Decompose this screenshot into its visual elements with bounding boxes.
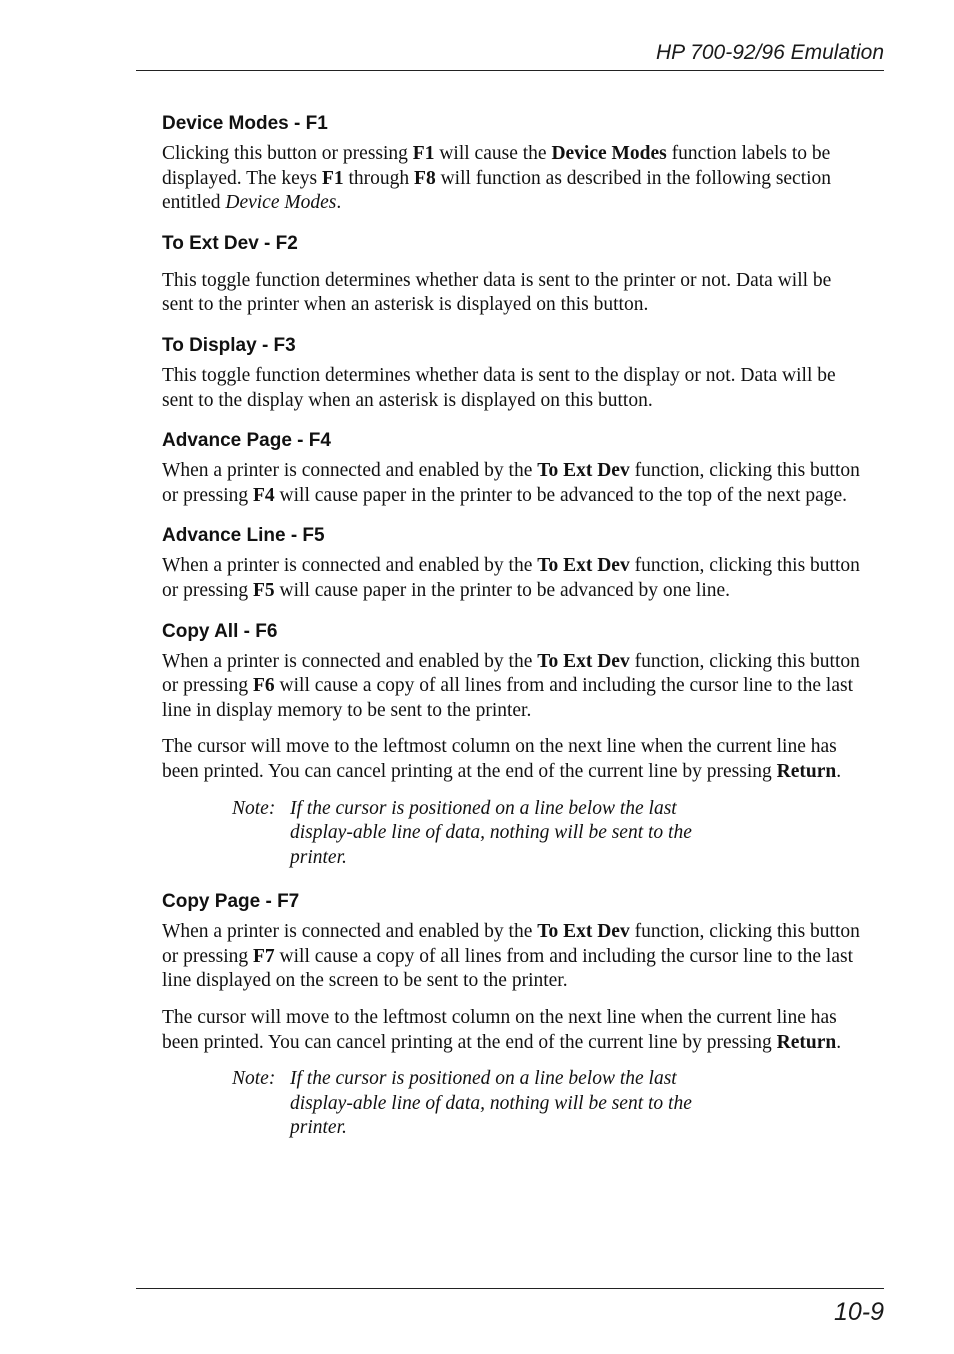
bold-term: Return bbox=[776, 1031, 837, 1053]
text-run: function, clicking this button or pressing bbox=[162, 650, 860, 697]
bold-term: F8 bbox=[414, 167, 436, 189]
text-run: function labels to be displayed. The keys bbox=[162, 143, 831, 189]
body-paragraph bbox=[162, 735, 867, 784]
section-heading: Copy Page - F7 bbox=[162, 891, 300, 913]
text-run: function, clicking this button or pressing bbox=[162, 921, 860, 967]
body-paragraph bbox=[162, 554, 867, 603]
section bbox=[162, 332, 867, 413]
text-run: . bbox=[836, 760, 842, 782]
text-run: When a printer is connected and enabled by the bbox=[162, 650, 538, 672]
text-run: will cause a copy of all lines from and including the cursor line to the last line in display memory to be sent to the printer. bbox=[162, 675, 854, 721]
page-header bbox=[136, 40, 884, 71]
note-block bbox=[232, 1067, 702, 1141]
section-heading: Advance Page - F4 bbox=[162, 430, 331, 452]
bold-term: F4 bbox=[253, 484, 275, 506]
text-run: This toggle function determines whether data is sent to the display or not. Data will be sent to the display when an asterisk is displayed on this button. bbox=[162, 364, 836, 411]
section bbox=[162, 522, 867, 603]
note-block bbox=[232, 797, 702, 871]
text-run: The cursor will move to the leftmost column on the next line when the current line has been printed. You can cancel printing at the end of the current line by pressing bbox=[162, 1007, 837, 1053]
body-paragraph bbox=[162, 459, 867, 508]
text-run: The cursor will move to the leftmost column on the next line when the current line has been printed. You can cancel printing at the end of the current line by pressing bbox=[162, 736, 837, 782]
italic-term: Device Modes bbox=[225, 192, 337, 214]
text-run: When a printer is connected and enabled by the bbox=[162, 921, 538, 943]
bold-term: F7 bbox=[253, 945, 275, 967]
page-footer bbox=[136, 1288, 884, 1326]
bold-term: To Ext Dev bbox=[537, 921, 630, 943]
bold-term: Device Modes bbox=[551, 143, 667, 164]
text-run: will cause paper in the printer to be advanced by one line. bbox=[274, 579, 731, 601]
text-run: function, clicking this button or pressing bbox=[162, 555, 860, 601]
text-run: This toggle function determines whether data is sent to the printer or not. Data will be sent to the printer when an asterisk is displayed on this button. bbox=[162, 269, 832, 316]
text-run: When a printer is connected and enabled by the bbox=[162, 460, 538, 482]
text-run: will function as described in the following section entitled bbox=[162, 167, 832, 214]
running-header-title: HP 700-92/96 Emulation bbox=[655, 41, 884, 64]
bold-term: To Ext Dev bbox=[537, 555, 630, 577]
section-heading: Advance Line - F5 bbox=[162, 525, 325, 547]
bold-term: F1 bbox=[321, 167, 344, 189]
section bbox=[162, 427, 867, 508]
section bbox=[162, 888, 867, 1141]
text-run: will cause paper in the printer to be advanced to the top of the next page. bbox=[274, 484, 848, 506]
text-run: . bbox=[836, 1031, 842, 1053]
body-paragraph bbox=[162, 920, 867, 994]
body-paragraph bbox=[162, 650, 867, 724]
document-body bbox=[162, 110, 867, 1159]
bold-term: Return bbox=[776, 760, 837, 782]
note-label: Note: bbox=[232, 797, 276, 819]
text-run: through bbox=[343, 167, 415, 189]
text-run: will cause a copy of all lines from and including the cursor line to the last line displayed on the screen to be sent to the printer. bbox=[162, 945, 854, 992]
body-paragraph bbox=[162, 1006, 867, 1055]
section-heading: Device Modes - F1 bbox=[162, 113, 328, 134]
bold-term: F6 bbox=[253, 675, 275, 697]
bold-term: To Ext Dev bbox=[537, 650, 630, 672]
bold-term: To Ext Dev bbox=[537, 460, 630, 482]
note-text: If the cursor is positioned on a line below the last display-able line of data, nothing will be sent to the printer. bbox=[290, 1068, 692, 1139]
note-label: Note: bbox=[232, 1068, 276, 1090]
section-heading: To Display - F3 bbox=[162, 334, 296, 356]
text-run: When a printer is connected and enabled by the bbox=[162, 555, 538, 577]
note-text: If the cursor is positioned on a line below the last display-able line of data, nothing will be sent to the printer. bbox=[290, 797, 692, 868]
text-run: will cause the bbox=[434, 143, 552, 164]
bold-term: F5 bbox=[253, 579, 275, 601]
section bbox=[162, 618, 867, 871]
bold-term: F1 bbox=[412, 143, 435, 164]
section-heading: Copy All - F6 bbox=[162, 620, 278, 642]
text-run: . bbox=[336, 192, 342, 214]
section bbox=[162, 110, 867, 216]
page-number: 10-9 bbox=[833, 1298, 884, 1326]
section-heading: To Ext Dev - F2 bbox=[162, 232, 298, 254]
text-run: function, clicking this button or pressing bbox=[162, 460, 860, 506]
body-paragraph bbox=[162, 269, 867, 318]
section bbox=[162, 230, 867, 318]
text-run: Clicking this button or pressing bbox=[162, 143, 413, 164]
body-paragraph bbox=[162, 142, 867, 216]
body-paragraph bbox=[162, 364, 867, 413]
